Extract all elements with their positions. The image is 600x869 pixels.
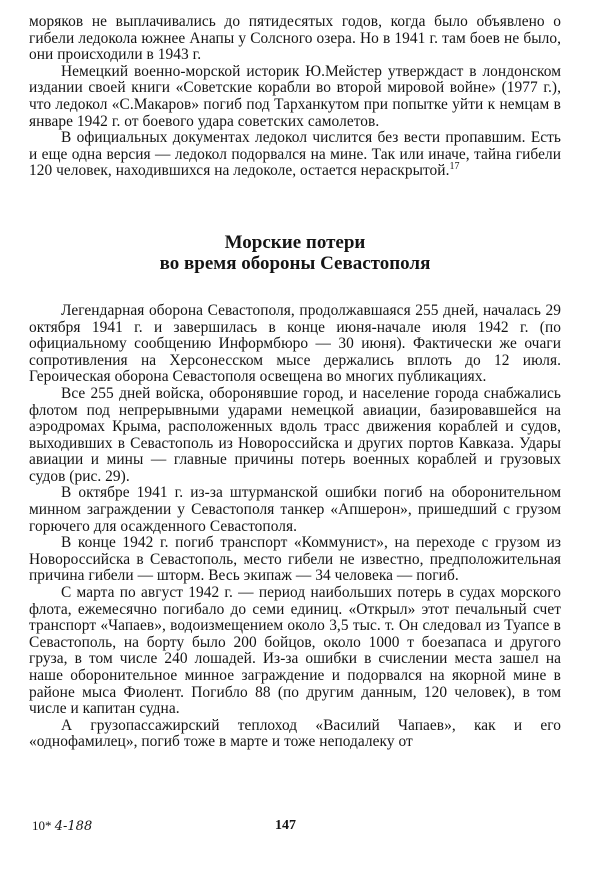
- section-heading: [29, 232, 561, 274]
- paragraph: В конце 1942 г. погиб транспорт «Коммунист», на переходе с грузом из Новороссийска в Севастополь, место гибели не известно, предположительная причина гибели — шторм. Весь экипаж — 34 человека — погиб.: [29, 534, 561, 585]
- footnote-marker: 17: [449, 161, 460, 173]
- signature-number: 10*: [32, 818, 52, 833]
- paragraph: Легендарная оборона Севастополя, продолжавшаяся 255 дней, началась 29 октября 1941 г. и завершилась в конце июня-начале июля 1942 г. (по официальному сообщению Информбюро — 30 июня). Фактически же очаги сопротивления на Херсонесском мысе держались вплоть до 12 июля. Героическая оборона Севастополя освещена во многих публикациях.: [29, 301, 561, 386]
- paragraph: [29, 130, 561, 180]
- paragraph-text: В официальных документах ледокол числится без вести пропавшим. Есть и еще одна версия — ледокол подорвался на мине. Так или иначе, тайна гибели 120 человек, находившихся на ледоколе, остается нераскрытой.: [29, 129, 561, 180]
- paragraph: Немецкий военно-морской историк Ю.Мейстер утверждаст в лондонском издании своей книги «Советские корабли во второй мировой войне» (1977 г.), что ледокол «С.Макаров» погиб под Тарханкутом при попытке уйти к немцам в январе 1942 г. от боевого удара советских самолетов.: [29, 62, 561, 130]
- paragraph: Все 255 дней войска, оборонявшие город, и население города снабжались флотом под непрерывными ударами немецкой авиации, базировавшейся на аэродромах Крыма, расположенных вдоль трасс движения кораблей и судов, выходивших в Севастополь из Новороссийска и других портов Кавказа. Удары авиации и мины — главные причины потерь военных кораблей и грузовых судов (рис. 29).: [29, 384, 561, 485]
- page-footer: [29, 818, 561, 838]
- paragraph: моряков не выплачивались до пятидесятых годов, когда было объявлено о гибели ледокола южнее Анапы у Солсного озера. Но в 1941 г. там боев не было, они происходили в 1943 г.: [29, 13, 561, 64]
- signature-mark: [32, 818, 92, 834]
- paragraph: А грузопассажирский теплоход «Василий Чапаев», как и его «однофамилец», погиб тоже в марте и тоже неподалеку от: [29, 716, 561, 751]
- handwritten-mark: 4-188: [54, 819, 93, 834]
- section-heading-line: во время обороны Севастополя: [159, 252, 431, 274]
- paragraph: С марта по август 1942 г. — период наибольших потерь в судах морского флота, ежемесячно погибало до семи единиц. «Открыл» этот печальный счет транспорт «Чапаев», водоизмещением около 3,5 тыс. т. Он следовал из Туапсе в Севастополь, на борту было 200 бойцов, около 1000 т боезапаса и другого груза, в том числе 240 лошадей. Из-за ошибки в счислении места зашел на наше оборонительное минное заграждение и подорвался на якорной мине в районе мыса Фиолент. Погибло 88 (по другим данным, 120 человек), в том числе и капитан судна.: [29, 584, 561, 718]
- page-number: 147: [275, 818, 296, 833]
- paragraph: В октябре 1941 г. из-за штурманской ошибки погиб на оборонительном минном заграждении у Севастополя танкер «Апшерон», пришедший с грузом горючего для осажденного Севастополя.: [29, 484, 561, 535]
- page-body: [29, 14, 561, 751]
- section-heading-line: Морские потери: [224, 231, 366, 253]
